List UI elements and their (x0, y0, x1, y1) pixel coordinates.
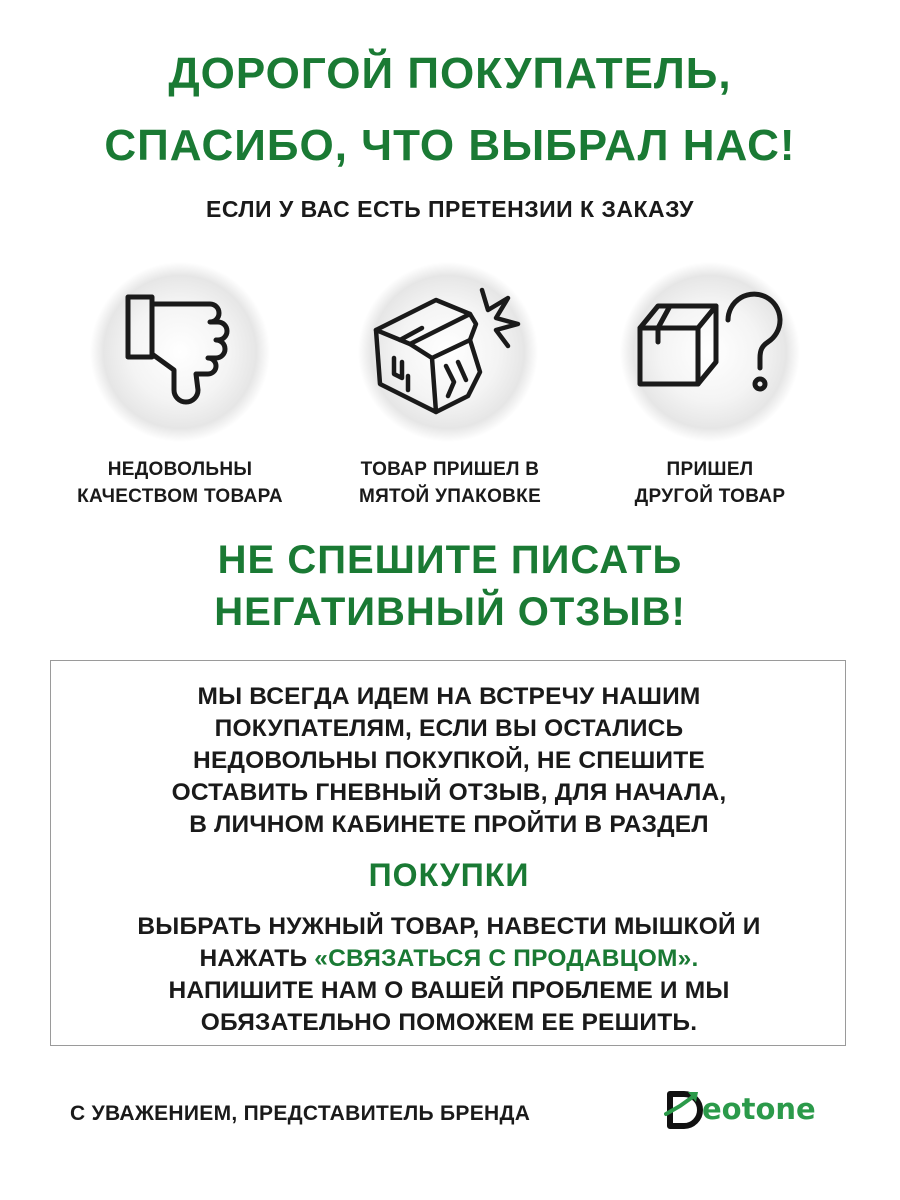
caption-line: ДРУГОЙ ТОВАР (634, 486, 786, 507)
warning-line-1: НЕ СПЕШИТЕ ПИСАТЬ (217, 538, 683, 582)
heading-line-2: СПАСИБО, ЧТО ВЫБРАЛ НАС! (104, 121, 796, 170)
notice-box (50, 660, 846, 1046)
notice-line (51, 943, 847, 975)
caption-line: НЕДОВОЛЬНЫ (107, 459, 253, 480)
subtitle: ЕСЛИ У ВАС ЕСТЬ ПРЕТЕНЗИИ К ЗАКАЗУ (206, 196, 694, 222)
notice-line: В ЛИЧНОМ КАБИНЕТЕ ПРОЙТИ В РАЗДЕЛ (189, 811, 709, 838)
notice-line-prefix: НАЖАТЬ (199, 945, 315, 972)
box-question-icon (620, 262, 800, 442)
notice-line: НАПИШИТЕ НАМ О ВАШЕЙ ПРОБЛЕМЕ И МЫ (168, 977, 730, 1004)
caption-quality (50, 456, 310, 510)
notice-paragraph-2 (51, 911, 847, 1039)
damaged-box-icon (358, 262, 538, 442)
warning-line-2: НЕГАТИВНЫЙ ОТЗЫВ! (214, 590, 686, 634)
caption-damaged-packaging (320, 456, 580, 510)
notice-line: ВЫБРАТЬ НУЖНЫЙ ТОВАР, НАВЕСТИ МЫШКОЙ И (137, 913, 761, 940)
caption-line: ТОВАР ПРИШЕЛ В (360, 459, 540, 480)
notice-line: МЫ ВСЕГДА ИДЕМ НА ВСТРЕЧУ НАШИМ (197, 683, 701, 710)
brand-name: eotone (702, 1092, 816, 1126)
brand-logo (664, 1084, 816, 1134)
notice-line: НЕДОВОЛЬНЫ ПОКУПКОЙ, НЕ СПЕШИТЕ (193, 747, 705, 774)
notice-paragraph-1 (51, 681, 847, 841)
caption-line: КАЧЕСТВОМ ТОВАРА (77, 486, 283, 507)
heading-line-1: ДОРОГОЙ ПОКУПАТЕЛЬ, (168, 49, 732, 98)
brand-logo-mark-icon (664, 1084, 706, 1134)
caption-wrong-item (580, 456, 840, 510)
caption-line: ПРИШЕЛ (666, 459, 754, 480)
section-name: ПОКУПКИ (368, 857, 530, 893)
notice-line: ОБЯЗАТЕЛЬНО ПОМОЖЕМ ЕЕ РЕШИТЬ. (200, 1009, 698, 1036)
signature-text: С УВАЖЕНИЕМ, ПРЕДСТАВИТЕЛЬ БРЕНДА (70, 1102, 531, 1125)
caption-line: МЯТОЙ УПАКОВКЕ (358, 486, 542, 507)
contact-seller-label: «СВЯЗАТЬСЯ С ПРОДАВЦОМ». (314, 945, 699, 972)
thumbs-down-icon (90, 262, 270, 442)
notice-line: ПОКУПАТЕЛЯМ, ЕСЛИ ВЫ ОСТАЛИСЬ (214, 715, 684, 742)
notice-line: ОСТАВИТЬ ГНЕВНЫЙ ОТЗЫВ, ДЛЯ НАЧАЛА, (171, 779, 727, 806)
